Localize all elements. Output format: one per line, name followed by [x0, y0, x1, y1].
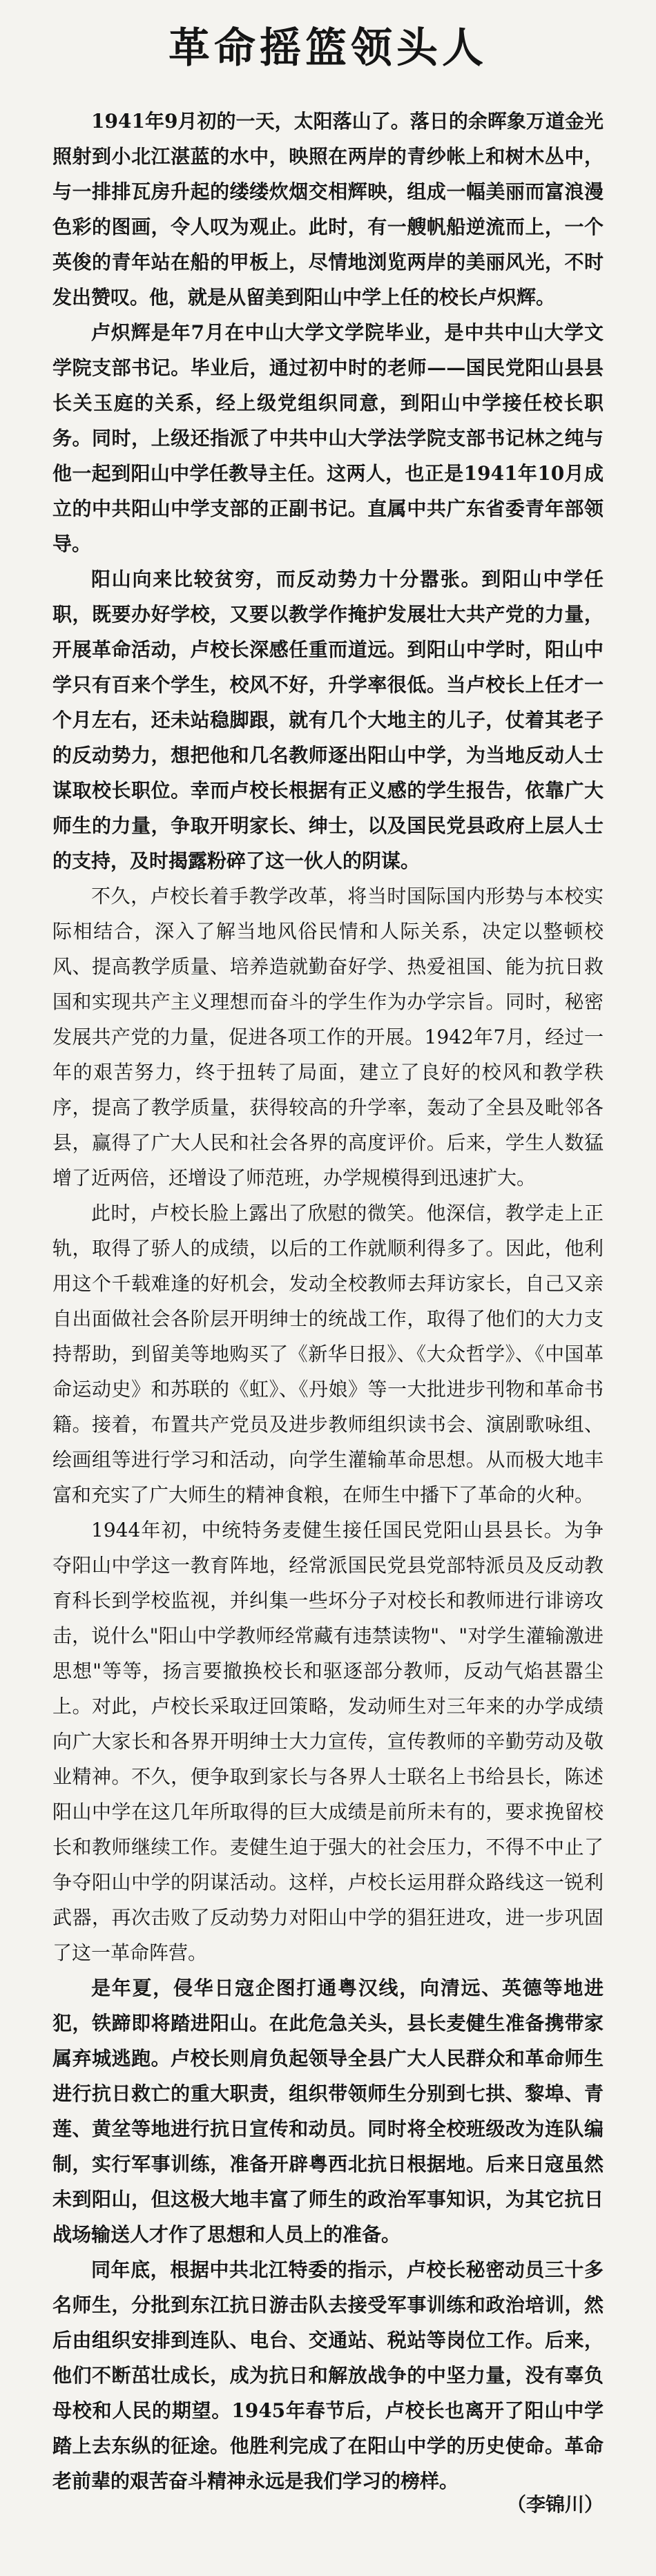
article-paragraph-8: 同年底，根据中共北江特委的指示，卢校长秘密动员三十多名师生，分批到东江抗日游击队去接受军事训练和政治培训，然后由组织安排到连队、电台、交通站、税站等岗位工作。后来，他们不断茁壮成长，成为抗日和解放战争的中坚力量，没有辜负母校和人民的期望。1945年春节后，卢校长也离开了阳山中学踏上去东纵的征途。他胜利完成了在阳山中学的历史使命。革命老前辈的艰苦奋斗精神永远是我们学习的榜样。 — [52, 2258, 604, 2492]
article-author: （李锦川） — [506, 2492, 604, 2516]
article-paragraph-4: 不久，卢校长着手教学改革，将当时国际国内形势与本校实际相结合，深入了解当地风俗民情和人际关系，决定以整顿校风、提高教学质量、培养造就勤奋好学、热爱祖国、能为抗日救国和实现共产主义理想而奋斗的学生作为办学宗旨。同时，秘密发展共产党的力量，促进各项工作的开展。1942年7月，经过一年的艰苦努力，终于扭转了局面，建立了良好的校风和教学秩序，提高了教学质量，获得较高的升学率，轰动了全县及毗邻各县，赢得了广大人民和社会各界的高度评价。后来，学生人数猛增了近两倍，还增设了师范班，办学规模得到迅速扩大。 — [52, 885, 604, 1189]
article-paragraph-5: 此时，卢校长脸上露出了欣慰的微笑。他深信，教学走上正轨，取得了骄人的成绩，以后的工作就顺利得多了。因此，他利用这个千载难逢的好机会，发动全校教师去拜访家长，自己又亲自出面做社会各阶层开明绅士的统战工作，取得了他们的大力支持帮助，到留美等地购买了《新华日报》、《大众哲学》、《中国革命运动史》和苏联的《虹》、《丹娘》等一大批进步刊物和革命书籍。接着，布置共产党员及进步教师组织读书会、演剧歌咏组、绘画组等进行学习和活动，向学生灌输革命思想。从而极大地丰富和充实了广大师生的精神食粮，在师生中播下了革命的火种。 — [52, 1202, 604, 1506]
article-paragraph-7: 是年夏，侵华日寇企图打通粤汉线，向清远、英德等地进犯，铁蹄即将踏进阳山。在此危急关头，县长麦健生准备携带家属弃城逃跑。卢校长则肩负起领导全县广大人民群众和革命师生进行抗日救亡的重大职责，组织带领师生分别到七拱、黎埠、青莲、黄坌等地进行抗日宣传和动员。同时将全校班级改为连队编制，实行军事训练，准备开辟粤西北抗日根据地。后来日寇虽然未到阳山，但这极大地丰富了师生的政治军事知识，为其它抗日战场输送人才作了思想和人员上的准备。 — [52, 1977, 604, 2246]
article-title: 革命摇篮领头人 — [168, 24, 488, 73]
article-paragraph-2: 卢炽辉是年7月在中山大学文学院毕业，是中共中山大学文学院支部书记。毕业后，通过初中时的老师——国民党阳山县县长关玉庭的关系，经上级党组织同意，到阳山中学接任校长职务。同时，上级还指派了中共中山大学法学院支部书记林之纯与他一起到阳山中学任教导主任。这两人，也正是1941年10月成立的中共阳山中学支部的正副书记。直属中共广东省委青年部领导。 — [52, 321, 604, 555]
article-paragraph-1: 1941年9月初的一天，太阳落山了。落日的余晖象万道金光照射到小北江湛蓝的水中，映照在两岸的青纱帐上和树木丛中，与一排排瓦房升起的缕缕炊烟交相辉映，组成一幅美丽而富浪漫色彩的图画，令人叹为观止。此时，有一艘帆船逆流而上，一个英俊的青年站在船的甲板上，尽情地浏览两岸的美丽风光，不时发出赞叹。他，就是从留美到阳山中学上任的校长卢炽辉。 — [52, 110, 604, 309]
article-paragraph-3: 阳山向来比较贫穷，而反动势力十分嚣张。到阳山中学任职，既要办好学校，又要以教学作掩护发展壮大共产党的力量，开展革命活动，卢校长深感任重而道远。到阳山中学时，阳山中学只有百来个学生，校风不好，升学率很低。当卢校长上任才一个月左右，还未站稳脚跟，就有几个大地主的儿子，仗着其老子的反动势力，想把他和几名教师逐出阳山中学，为当地反动人士谋取校长职位。幸而卢校长根据有正义感的学生报告，依靠广大师生的力量，争取开明家长、绅士，以及国民党县政府上层人士的支持，及时揭露粉碎了这一伙人的阴谋。 — [52, 568, 604, 872]
article-paragraph-6: 1944年初，中统特务麦健生接任国民党阳山县县长。为争夺阳山中学这一教育阵地，经常派国民党县党部特派员及反动教育科长到学校监视，并纠集一些坏分子对校长和教师进行诽谤攻击，说什么"阳山中学教师经常藏有违禁读物"、"对学生灌输激进思想"等等，扬言要撤换校长和驱逐部分教师，反动气焰甚嚣尘上。对此，卢校长采取迂回策略，发动师生对三年来的办学成绩向广大家长和各界开明绅士大力宣传，宣传教师的辛勤劳动及敬业精神。不久，便争取到家长与各界人士联名上书给县长，陈述阳山中学在这几年所取得的巨大成绩是前所未有的，要求挽留校长和教师继续工作。麦健生迫于强大的社会压力，不得不中止了争夺阳山中学的阴谋活动。这样，卢校长运用群众路线这一锐利武器，再次击败了反动势力对阳山中学的猖狂进攻，进一步巩固了这一革命阵营。 — [52, 1519, 604, 1964]
article-body — [52, 104, 604, 2499]
